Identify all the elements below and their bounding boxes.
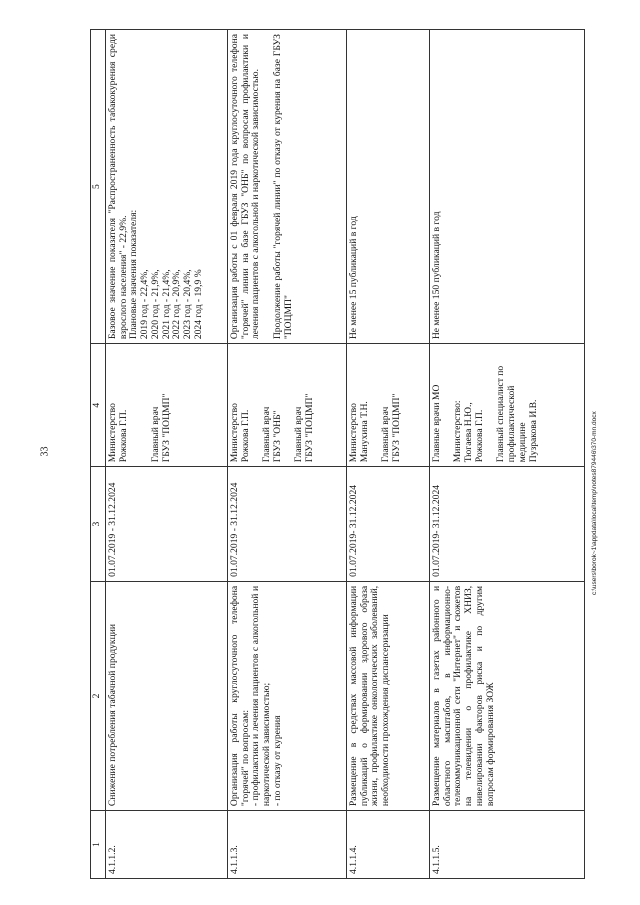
result-cell: Организация работы с 01 февраля 2019 года круглосуточного телефона "горячей" линии на базе ГБУЗ "ОНБ" по вопросам профилактики и лечения пациентов с алкогольной и наркотической зависимостью. Продолжение работы "горячей линии" по отказу от курения на базе ГБУЗ "ПОЦМП" <box>228 30 347 344</box>
result-cell: Не менее 150 публикаций в год <box>430 30 585 344</box>
page-number: 33 <box>39 446 51 457</box>
result-cell: Не менее 15 публикаций в год <box>347 30 430 344</box>
executors-cell: Министерство Манухина Т.Н. Главный врач ГБУЗ "ПОЦМП" <box>347 344 430 467</box>
table-row <box>106 30 228 879</box>
rotated-table-wrapper <box>90 29 585 879</box>
header-cell: 5 <box>91 30 106 344</box>
period-cell: 01.07.2019- 31.12.2024 <box>347 467 430 582</box>
measures-table <box>90 29 585 879</box>
row-number: 4.1.1.4. <box>347 811 430 879</box>
table-header-row <box>91 30 106 879</box>
executors-cell: Министерство Рожкова Г.П. Главный врач ГБУЗ "ОНБ" Главный врач ГБУЗ "ПОЦМП" <box>228 344 347 467</box>
activity-cell: Организация работы круглосуточного телефона "горячей" по вопросам: - профилактики и лечения пациентов с алкогольной и наркотической зависимостью; - по отказу от курения <box>228 581 347 810</box>
row-number: 4.1.1.2. <box>106 811 228 879</box>
period-cell: 01.07.2019 - 31.12.2024 <box>228 467 347 582</box>
row-number: 4.1.1.3. <box>228 811 347 879</box>
period-cell: 01.07.2019 - 31.12.2024 <box>106 467 228 582</box>
table-row <box>430 30 585 879</box>
result-cell: Базовое значение показателя "Распространенность табакокурения среди взрослого населения" - 22,9%. Плановые значения показателя: 2019 год - 22,4%, 2020 год - 21,9%, 2021 год - 21,4%, 2022 год - 20,9%, 2023 год - 20,4%, 2024 год - 19,9 % <box>106 30 228 344</box>
row-number: 4.1.1.5. <box>430 811 585 879</box>
table-row <box>347 30 430 879</box>
header-cell: 3 <box>91 467 106 582</box>
executors-cell: Министерство Рожкова Г.П. Главный врач ГБУЗ "ПОЦМП" <box>106 344 228 467</box>
activity-cell: Размещение в средствах массовой информации публикаций о формировании здорового образа жизни, профилактике онкологических заболеваний, необходимости прохождения диспансеризации <box>347 581 430 810</box>
file-path-text: c:\users\borok~1\appdata\local\temp\notes879446\370-mn.docx <box>591 411 598 595</box>
activity-cell: Размещение материалов в газетах районного и областного масштабов, в информационно-телекоммуникационной сети "Интернет" и сюжетов на телевидении о профилактике ХНИЗ, нивелировании факторов риска и по другим вопросам формирования ЗОЖ <box>430 581 585 810</box>
executors-cell: Главные врачи МО Министерство: Тюгаева Н.Ю., Рожкова Г.П. Главный специалист по профилактической медицине Пузракова И.В. <box>430 344 585 467</box>
period-cell: 01.07.2019- 31.12.2024 <box>430 467 585 582</box>
header-cell: 4 <box>91 344 106 467</box>
header-cell: 1 <box>91 811 106 879</box>
activity-cell: Снижение потребления табачной продукции <box>106 581 228 810</box>
header-cell: 2 <box>91 581 106 810</box>
table-row <box>228 30 347 879</box>
